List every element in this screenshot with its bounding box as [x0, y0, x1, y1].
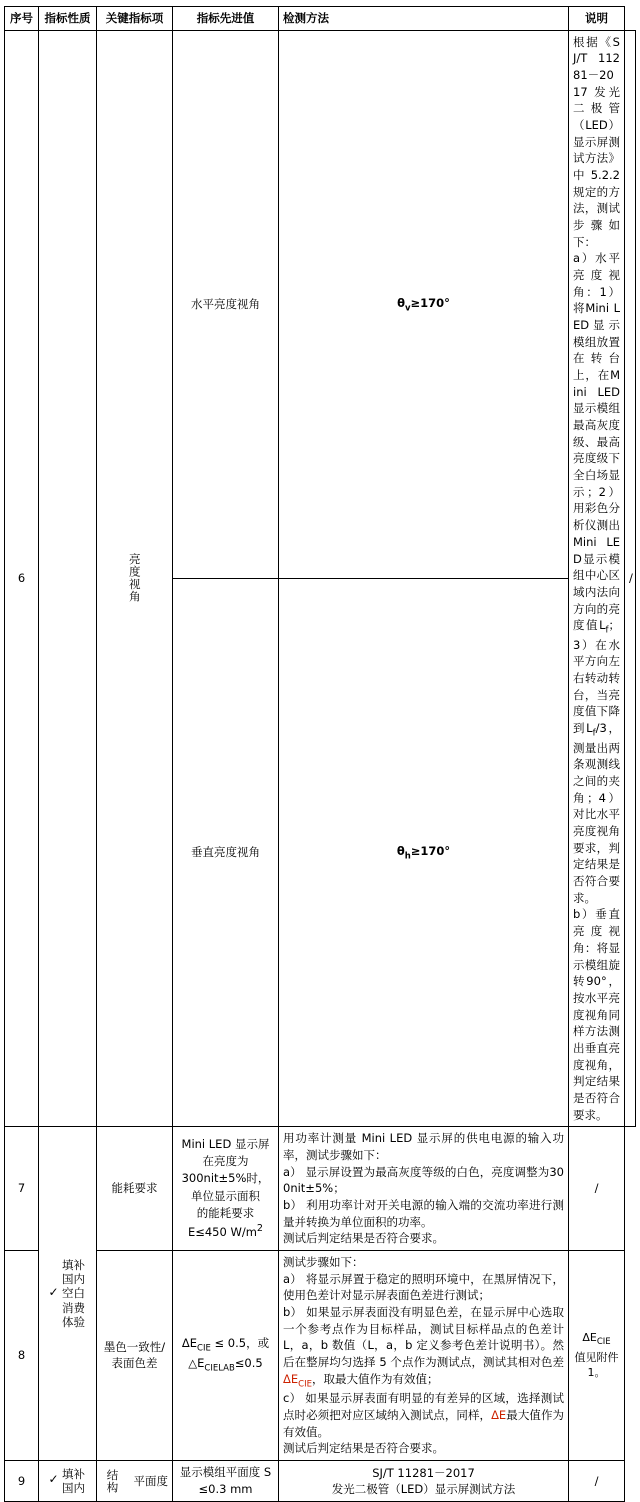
key-item-vertical-angle: 垂直亮度视角 — [191, 845, 260, 860]
cell-advanced-6-2 — [279, 578, 569, 1126]
cell-no-8: 8 — [5, 1250, 39, 1460]
cell-key-group-9 — [97, 1460, 173, 1502]
cell-method-6 — [569, 30, 625, 1127]
advanced-value-power: Mini LED 显示屏 在亮度为 300nit±5%时， 单位显示面积 的能耗要求 E≤450 $W/m^2$ — [181, 1136, 270, 1239]
delta-e-cie-inline: $\Delta E_{CIE}$ — [283, 1371, 312, 1389]
method-8-line-1: 测试步骤如下： — [283, 1254, 364, 1269]
header-no: 序号 — [5, 7, 39, 31]
method-6-line-3: b）垂直亮度视角：将显示模组旋转90°，按水平亮度视角同样方法测出垂直亮度视角，判定结果是否符合要求。 — [573, 907, 620, 1122]
method-8-line-5: 测试后判定结果是否符合要求。 — [283, 1441, 444, 1456]
cell-method-8 — [279, 1250, 569, 1460]
advanced-value-flatness: 显示模组平面度 S≤0.3 mm — [179, 1464, 272, 1497]
table-row — [5, 1460, 636, 1502]
cell-key-item-7: 能耗要求 — [97, 1127, 173, 1251]
cell-remark-7: / — [569, 1127, 625, 1251]
cell-remark-9: / — [569, 1460, 625, 1502]
method-8-line-4: c） 如果显示屏表面有明显的有差异的区域，选择测试点时必须把对应区域纳入测试点，同样，ΔE最大值作为有效值。 — [283, 1391, 564, 1439]
advanced-value-color-diff: $\Delta E_{CIE} \le 0.5$，或 $\triangle E_{CIELAB}\le 0.5$ — [181, 1336, 270, 1374]
cell-property-6 — [39, 30, 97, 1127]
header-advanced-value: 指标先进值 — [173, 7, 279, 31]
cell-advanced-8 — [173, 1250, 279, 1460]
property-text-7: 填补 国内 空白 消费 体验 — [62, 1257, 86, 1330]
method-7-line-2: a） 显示屏设置为最高灰度等级的白色，亮度调整为300nit±5%； — [283, 1164, 564, 1196]
key-group-label-brightness-angle: 亮度视角 — [127, 553, 142, 604]
advanced-value-vertical: $\theta_h\ge 170^\circ$ — [396, 843, 451, 862]
cell-method-9 — [279, 1460, 569, 1502]
header-property: 指标性质 — [39, 7, 97, 31]
header-key-item: 关键指标项 — [97, 7, 173, 31]
cell-key-item-6-1 — [173, 30, 279, 578]
cell-key-item-8 — [97, 1250, 173, 1460]
advanced-value-horizontal: $\theta_v\ge 170^\circ$ — [397, 295, 450, 313]
cell-no-7: 7 — [5, 1127, 39, 1251]
delta-e-inline: ΔE — [491, 1407, 507, 1422]
cell-method-7 — [279, 1127, 569, 1251]
cell-key-group-6 — [97, 30, 173, 1127]
method-9-line-1: SJ/T 11281－2017 — [372, 1465, 475, 1480]
table-row — [5, 30, 636, 578]
cell-key-item-6-2 — [173, 578, 279, 1126]
header-test-method: 检测方法 — [279, 7, 569, 31]
cell-advanced-9 — [173, 1460, 279, 1502]
cell-no-9: 9 — [5, 1460, 39, 1502]
cell-remark-8 — [569, 1250, 625, 1460]
cell-remark-6: / — [625, 30, 636, 1127]
method-7-line-4: 测试后判定结果是否符合要求。 — [283, 1231, 444, 1246]
header-remark: 说明 — [569, 7, 625, 31]
cell-advanced-7 — [173, 1127, 279, 1251]
method-8-line-2: a） 将显示屏置于稳定的照明环境中，在黑屏情况下，使用色差计对显示屏表面色差进行测试； — [283, 1271, 564, 1303]
cell-property-9 — [39, 1460, 97, 1502]
method-7-line-3: b） 利用功率计对开关电源的输入端的交流功率进行测量并转换为单位面积的功率。 — [283, 1197, 564, 1229]
key-item-color-uniformity: 墨色一致性/ 表面色差 — [103, 1339, 166, 1371]
key-item-horizontal-angle: 水平亮度视角 — [191, 296, 260, 311]
table-row — [5, 1250, 636, 1460]
key-item-flatness: 平面度 — [133, 1473, 168, 1488]
specification-table — [4, 6, 636, 1502]
key-group-label-structure: 结构 — [105, 1468, 120, 1494]
method-6-line-2: a）水平亮度视角：1）将Mini LED显示模组放置在转台上，在Mini LED显示模组最高灰度级、最高亮度级下全白场显示；2）用彩色分析仪测出Mini LED显示模组中心区域内法向方向的亮度值$L_f$；3）在水平方向左右转动转台，当亮度值下降到$L_f/3$，测量出两条观测线之间的夹角；4）对比水平亮度视角要求，判定结果是否符合要求。 — [573, 251, 620, 905]
check-icon: ✓ — [48, 1284, 59, 1299]
remark-note-8: $\Delta E_{CIE}$ 值见附件 1。 — [574, 1331, 619, 1379]
table-header-row — [5, 7, 636, 31]
table-row — [5, 1127, 636, 1251]
property-text-9: 填补 国内 — [62, 1466, 86, 1496]
cell-property-7 — [39, 1127, 97, 1461]
method-9-line-2: 发光二极管（LED）显示屏测试方法 — [331, 1482, 516, 1497]
method-6-line-1: 根据《SJ/T 11281－2017 发光二极管（LED）显示屏测试方法》中 5.2.2 规定的方法，测试步骤如下： — [573, 34, 620, 249]
cell-advanced-6-1 — [279, 30, 569, 578]
method-7-line-1: 用功率计测量 Mini LED 显示屏的供电电源的输入功率，测试步骤如下： — [283, 1131, 564, 1162]
check-icon: ✓ — [48, 1472, 59, 1487]
method-8-line-3: b） 如果显示屏表面没有明显色差，在显示屏中心选取一个参考点作为目标样品，测试目标样品点的色差计 L，a，b 数值（L，a，b 定义参考色差计说明书）。然后在整屏均匀选择 5 个点作为测试点，测试其相对色差$\Delta E_{CIE}$，取最大值作为有效值； — [283, 1304, 564, 1389]
cell-no-6: 6 — [5, 30, 39, 1127]
